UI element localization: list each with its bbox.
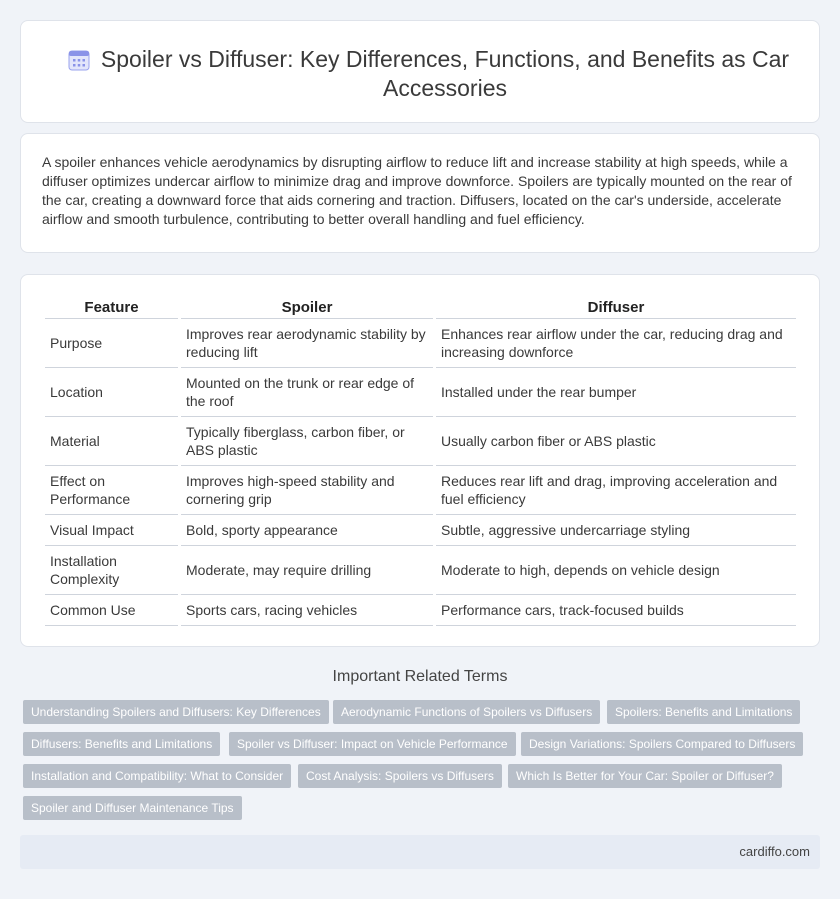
- feature-cell: Installation Complexity: [45, 546, 178, 595]
- related-tag[interactable]: Which Is Better for Your Car: Spoiler or Diffuser?: [508, 764, 782, 788]
- spoiler-cell: Sports cars, racing vehicles: [181, 595, 433, 626]
- related-tag[interactable]: Design Variations: Spoilers Compared to Diffusers: [521, 732, 803, 756]
- related-tag[interactable]: Cost Analysis: Spoilers vs Diffusers: [298, 764, 502, 788]
- related-tag[interactable]: Installation and Compatibility: What to Consider: [23, 764, 291, 788]
- feature-cell: Purpose: [45, 319, 178, 368]
- title-card: [20, 20, 820, 123]
- footer-site-link[interactable]: cardiffo.com: [739, 844, 810, 859]
- spoiler-cell: Bold, sporty appearance: [181, 515, 433, 546]
- table-row: [45, 319, 796, 368]
- spoiler-cell: Moderate, may require drilling: [181, 546, 433, 595]
- related-tag[interactable]: Spoiler vs Diffuser: Impact on Vehicle Performance: [229, 732, 516, 756]
- table-header-row: [45, 295, 796, 319]
- related-tag[interactable]: Diffusers: Benefits and Limitations: [23, 732, 220, 756]
- spoiler-cell: Improves high-speed stability and cornering grip: [181, 466, 433, 515]
- table-row: [45, 515, 796, 546]
- comparison-table: [42, 295, 799, 626]
- diffuser-cell: Subtle, aggressive undercarriage styling: [436, 515, 796, 546]
- intro-card: [20, 133, 820, 253]
- footer: [20, 835, 820, 869]
- spoiler-cell: Typically fiberglass, carbon fiber, or ABS plastic: [181, 417, 433, 466]
- related-tag[interactable]: Aerodynamic Functions of Spoilers vs Diffusers: [333, 700, 600, 724]
- diffuser-cell: Reduces rear lift and drag, improving acceleration and fuel efficiency: [436, 466, 796, 515]
- intro-paragraph: A spoiler enhances vehicle aerodynamics by disrupting airflow to reduce lift and increase stability at high speeds, while a diffuser optimizes undercar airflow to minimize drag and improve downforce. Spoilers are typically mounted on the rear of the car, creating a downward force that aids cornering and traction. Diffusers, located on the car's underside, accelerate airflow and smooth turbulence, contributing to better overall handling and fuel efficiency.: [42, 154, 792, 227]
- table-row: [45, 417, 796, 466]
- diffuser-cell: Usually carbon fiber or ABS plastic: [436, 417, 796, 466]
- table-row: [45, 546, 796, 595]
- header-spoiler: Spoiler: [181, 295, 433, 319]
- feature-cell: Location: [45, 368, 178, 417]
- comparison-card: [20, 274, 820, 647]
- diffuser-cell: Installed under the rear bumper: [436, 368, 796, 417]
- related-tag[interactable]: Spoiler and Diffuser Maintenance Tips: [23, 796, 242, 820]
- diffuser-cell: Moderate to high, depends on vehicle design: [436, 546, 796, 595]
- feature-cell: Visual Impact: [45, 515, 178, 546]
- related-tag[interactable]: Understanding Spoilers and Diffusers: Key Differences: [23, 700, 329, 724]
- table-row: [45, 595, 796, 626]
- related-tag[interactable]: Spoilers: Benefits and Limitations: [607, 700, 800, 724]
- table-row: [45, 466, 796, 515]
- diffuser-cell: Enhances rear airflow under the car, reducing drag and increasing downforce: [436, 319, 796, 368]
- header-diffuser: Diffuser: [436, 295, 796, 319]
- spoiler-cell: Improves rear aerodynamic stability by reducing lift: [181, 319, 433, 368]
- spoiler-cell: Mounted on the trunk or rear edge of the roof: [181, 368, 433, 417]
- diffuser-cell: Performance cars, track-focused builds: [436, 595, 796, 626]
- table-row: [45, 368, 796, 417]
- page-title: Spoiler vs Diffuser: Key Differences, Functions, and Benefits as Car Accessories: [100, 46, 790, 101]
- related-terms-heading: Important Related Terms: [332, 668, 508, 685]
- feature-cell: Effect on Performance: [45, 466, 178, 515]
- header-feature: Feature: [45, 295, 178, 319]
- feature-cell: Common Use: [45, 595, 178, 626]
- feature-cell: Material: [45, 417, 178, 466]
